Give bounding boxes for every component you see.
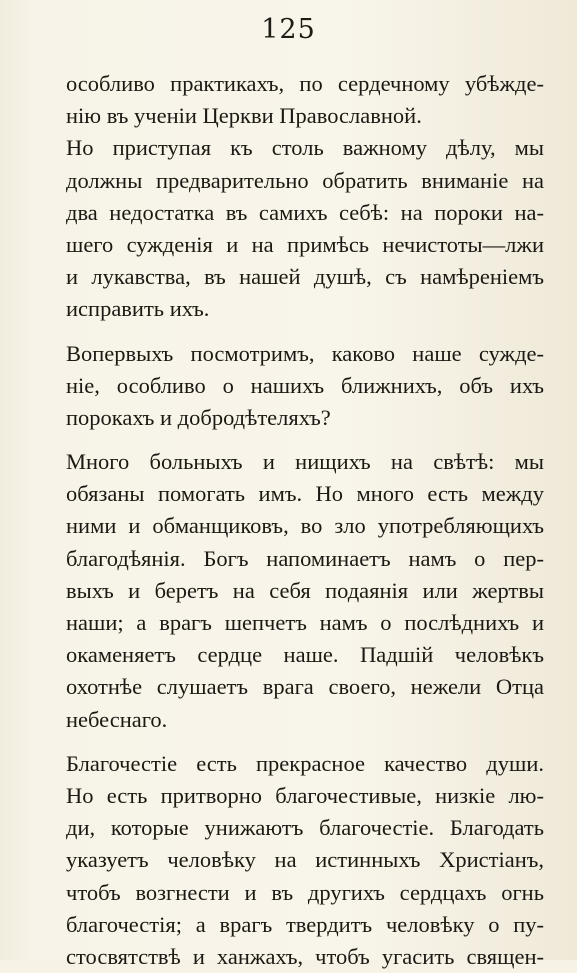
page-text xyxy=(66,68,544,973)
text-line: чтобъ возгнести и въ другихъ сердцахъ огнь xyxy=(66,879,544,905)
text-line: исправить ихъ. xyxy=(66,296,210,322)
text-line: должны предварительно обратить вниманіе на xyxy=(66,167,544,193)
text-line: Но приступая къ столь важному дѣлу, мы xyxy=(66,135,544,161)
paragraph xyxy=(66,132,544,325)
text-line: Вопервыхъ посмотримъ, каково наше сужде- xyxy=(66,340,544,366)
text-line: и лукавства, въ нашей душѣ, съ намѣреніемъ xyxy=(66,264,544,290)
text-line: наши; а врагъ шепчетъ намъ о послѣднихъ и xyxy=(66,610,544,635)
text-line: порокахъ и добродѣтеляхъ? xyxy=(66,404,331,430)
text-line: два недостатка въ самихъ себѣ: на пороки на- xyxy=(66,199,544,225)
text-line: ними и обманщиковъ, во зло употребляющихъ xyxy=(66,513,544,539)
text-line: особливо практикахъ, по сердечному убѣжде- xyxy=(66,71,544,96)
text-line: обязаны помогать имъ. Но много есть между xyxy=(66,481,544,507)
paragraph xyxy=(66,68,544,132)
text-line: благочестія; а врагъ твердитъ человѣку о пу- xyxy=(66,911,544,937)
text-line: стосвятствѣ и ханжахъ, чтобъ угасить священ- xyxy=(66,943,544,969)
paragraph xyxy=(66,446,544,736)
page-number: 125 xyxy=(261,14,316,45)
text-line: охотнѣе слушаетъ врага своего, нежели Отца xyxy=(66,674,544,700)
paragraph xyxy=(66,338,544,435)
paragraph xyxy=(66,748,544,973)
text-line: нію въ ученіи Церкви Православной. xyxy=(66,103,422,129)
text-line: указуетъ человѣку на истинныхъ Христіанъ, xyxy=(66,847,544,873)
text-line: окаменяетъ сердце наше. Падшій человѣкъ xyxy=(66,642,544,668)
text-line: небеснаго. xyxy=(66,706,168,732)
text-line: ніе, особливо о нашихъ ближнихъ, объ ихъ xyxy=(66,372,544,398)
text-line: ди, которые унижаютъ благочестіе. Благодать xyxy=(66,815,544,841)
text-line: выхъ и беретъ на себя подаянія или жертвы xyxy=(66,577,544,603)
text-line: Благочестіе есть прекрасное качество души. xyxy=(66,750,544,776)
text-line: шего сужденія и на примѣсь нечистоты—лжи xyxy=(66,231,544,257)
text-line: Но есть притворно благочестивые, низкіе лю- xyxy=(66,782,544,808)
text-line: благодѣянія. Богъ напоминаетъ намъ о пер- xyxy=(66,545,544,571)
text-line: Много больныхъ и нищихъ на свѣтѣ: мы xyxy=(66,449,544,475)
